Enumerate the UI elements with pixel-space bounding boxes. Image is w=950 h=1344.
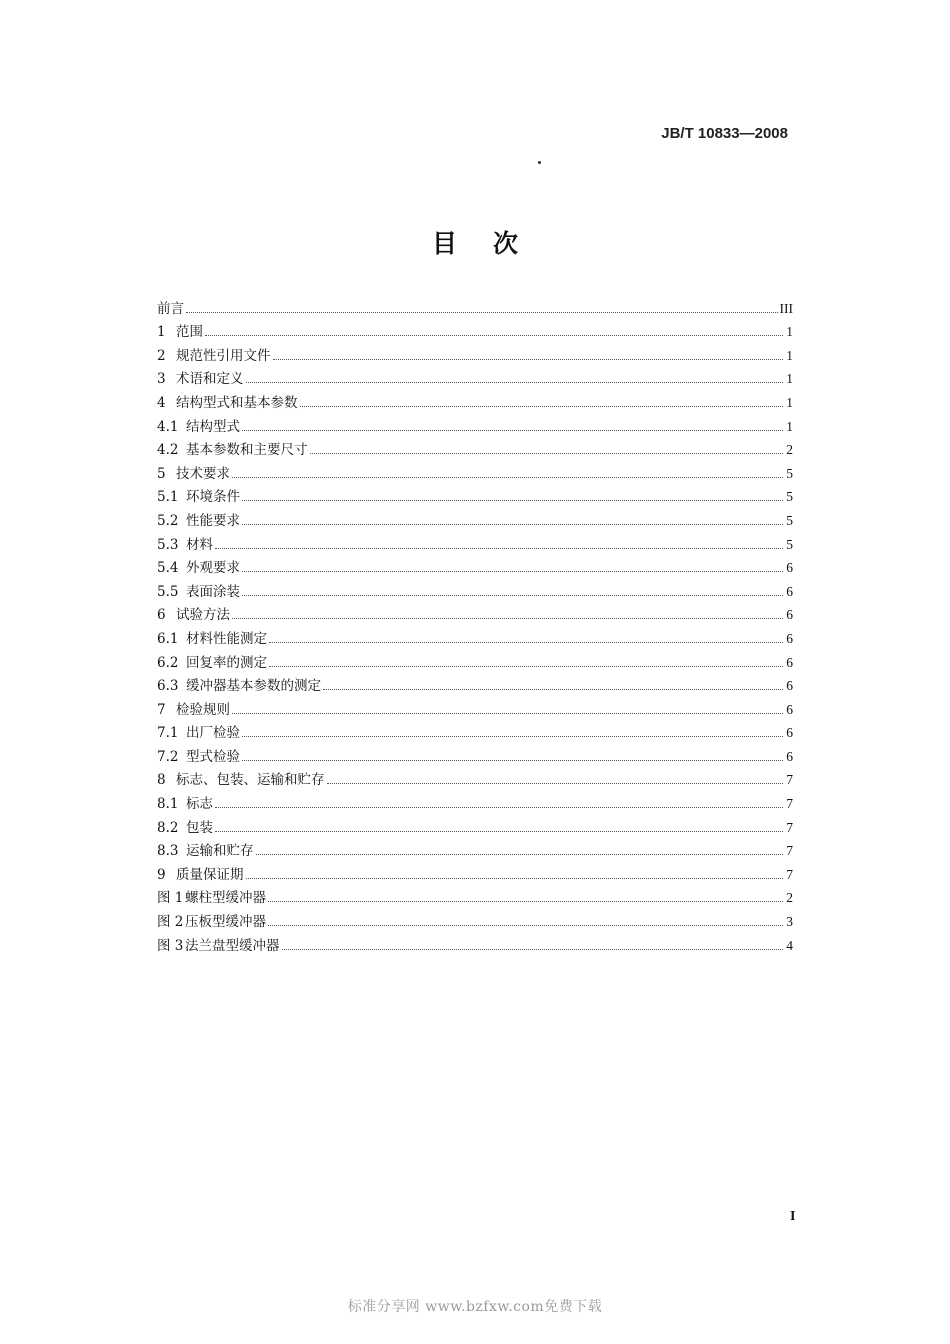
toc-entry-label: 结构型式 (186, 418, 240, 435)
toc-entry[interactable] (157, 788, 793, 812)
toc-entry-label: 技术要求 (176, 465, 230, 482)
toc-entry-number: 7.2 (157, 748, 179, 765)
page-title (0, 224, 950, 260)
toc-entry-label: 检验规则 (176, 701, 230, 718)
toc-entry-number: 7.1 (157, 725, 179, 742)
toc-entry-label: 术语和定义 (176, 371, 244, 388)
toc-entry-label: 压板型缓冲器 (185, 914, 266, 931)
toc-entry-number: 5.1 (157, 489, 179, 506)
toc-entry-number: 5.2 (157, 512, 179, 529)
toc-entry-page: 5 (786, 489, 793, 505)
toc-entry-page: 6 (786, 725, 793, 741)
toc-entry-page: III (779, 300, 793, 316)
toc-dot-leader (282, 949, 784, 950)
toc-dot-leader (242, 760, 783, 761)
toc-dot-leader (215, 548, 783, 549)
scan-speck (538, 161, 541, 164)
toc-entry[interactable] (157, 482, 793, 506)
toc-dot-leader (300, 406, 784, 407)
toc-entry-label: 出厂检验 (186, 725, 240, 742)
toc-entry-label: 材料性能测定 (186, 630, 267, 647)
toc-entry-number: 7 (157, 701, 166, 718)
toc-entry-label: 性能要求 (186, 512, 240, 529)
toc-entry[interactable] (157, 741, 793, 765)
toc-entry-number: 2 (157, 347, 166, 364)
toc-entry[interactable] (157, 694, 793, 718)
toc-entry[interactable] (157, 364, 793, 388)
toc-entry[interactable] (157, 883, 793, 907)
toc-dot-leader (205, 335, 783, 336)
toc-dot-leader (215, 831, 783, 832)
toc-entry-page: 5 (786, 536, 793, 552)
toc-entry-page: 1 (786, 371, 793, 387)
toc-dot-leader (269, 666, 783, 667)
toc-dot-leader (215, 807, 783, 808)
toc-entry-number: 8.1 (157, 796, 179, 813)
toc-entry[interactable] (157, 623, 793, 647)
toc-entry-label: 包装 (186, 819, 213, 836)
toc-entry[interactable] (157, 600, 793, 624)
toc-entry-number: 图 3 (157, 937, 184, 954)
toc-entry-label: 标志 (186, 796, 213, 813)
toc-entry-page: 1 (786, 324, 793, 340)
toc-entry-label: 结构型式和基本参数 (176, 394, 298, 411)
title-part-2: 次 (493, 229, 519, 258)
toc-entry-number: 6.1 (157, 630, 179, 647)
toc-entry-label: 螺柱型缓冲器 (185, 890, 266, 907)
toc-dot-leader (256, 854, 784, 855)
toc-dot-leader (268, 925, 783, 926)
toc-entry-page: 1 (786, 394, 793, 410)
toc-entry-page: 1 (786, 347, 793, 363)
toc-entry-page: 6 (786, 607, 793, 623)
toc-entry[interactable] (157, 718, 793, 742)
toc-entry-number: 6.3 (157, 678, 179, 695)
toc-entry-page: 7 (786, 866, 793, 882)
toc-entry-number: 图 2 (157, 914, 184, 931)
toc-entry[interactable] (157, 435, 793, 459)
toc-entry-label: 试验方法 (176, 607, 230, 624)
toc-dot-leader (242, 524, 783, 525)
toc-entry-page: 6 (786, 583, 793, 599)
toc-dot-leader (242, 430, 783, 431)
toc-dot-leader (269, 642, 783, 643)
toc-entry[interactable] (157, 647, 793, 671)
toc-dot-leader (242, 736, 783, 737)
toc-entry-label: 环境条件 (186, 489, 240, 506)
toc-entry-page: 6 (786, 748, 793, 764)
toc-dot-leader (242, 500, 783, 501)
toc-entry-label: 质量保证期 (176, 866, 244, 883)
toc-entry-page: 7 (786, 843, 793, 859)
toc-entry-label: 基本参数和主要尺寸 (186, 442, 308, 459)
toc-entry[interactable] (157, 387, 793, 411)
toc-entry-page: 6 (786, 560, 793, 576)
table-of-contents (157, 293, 793, 954)
toc-entry-number: 5.3 (157, 536, 179, 553)
toc-entry[interactable] (157, 411, 793, 435)
toc-entry-page: 5 (786, 512, 793, 528)
toc-entry-label: 法兰盘型缓冲器 (185, 937, 280, 954)
toc-entry-page: 7 (786, 796, 793, 812)
toc-dot-leader (242, 571, 783, 572)
toc-entry-label: 表面涂装 (186, 583, 240, 600)
toc-entry[interactable] (157, 812, 793, 836)
toc-entry-number: 1 (157, 324, 166, 341)
toc-entry[interactable] (157, 671, 793, 695)
toc-entry[interactable] (157, 576, 793, 600)
toc-entry-page: 7 (786, 819, 793, 835)
toc-dot-leader (232, 477, 783, 478)
toc-entry-number: 4 (157, 394, 166, 411)
toc-entry-label: 外观要求 (186, 560, 240, 577)
toc-entry-number: 5 (157, 465, 166, 482)
toc-entry[interactable] (157, 765, 793, 789)
toc-entry-page: 6 (786, 654, 793, 670)
toc-dot-leader (246, 878, 784, 879)
toc-entry[interactable] (157, 293, 793, 317)
toc-dot-leader (246, 382, 784, 383)
toc-dot-leader (273, 359, 784, 360)
toc-entry-number: 8.3 (157, 843, 179, 860)
toc-dot-leader (323, 689, 783, 690)
toc-entry[interactable] (157, 836, 793, 860)
toc-dot-leader (242, 595, 783, 596)
toc-entry[interactable] (157, 340, 793, 364)
toc-entry-number: 6.2 (157, 654, 179, 671)
standard-code: JB/T 10833—2008 (661, 125, 788, 142)
toc-entry-label: 标志、包装、运输和贮存 (176, 772, 325, 789)
toc-entry-page: 6 (786, 678, 793, 694)
toc-entry[interactable] (157, 458, 793, 482)
toc-entry[interactable] (157, 317, 793, 341)
toc-entry-label: 范围 (176, 324, 203, 341)
toc-entry[interactable] (157, 859, 793, 883)
toc-dot-leader (327, 783, 784, 784)
toc-entry-page: 6 (786, 701, 793, 717)
toc-entry-number: 8.2 (157, 819, 179, 836)
title-part-1: 目 (431, 229, 457, 258)
toc-entry-number: 3 (157, 371, 166, 388)
toc-entry-number: 5.4 (157, 560, 179, 577)
toc-entry[interactable] (157, 906, 793, 930)
toc-entry-page: 1 (786, 418, 793, 434)
toc-entry-label: 型式检验 (186, 748, 240, 765)
toc-entry[interactable] (157, 529, 793, 553)
toc-entry-page: 4 (786, 937, 793, 953)
toc-entry-page: 7 (786, 772, 793, 788)
toc-dot-leader (232, 713, 783, 714)
toc-entry-page: 6 (786, 630, 793, 646)
toc-entry[interactable] (157, 553, 793, 577)
toc-entry-page: 5 (786, 465, 793, 481)
watermark-text: 标准分享网 www.bzfxw.com免费下载 (347, 1299, 603, 1315)
toc-entry-label: 材料 (186, 536, 213, 553)
toc-dot-leader (186, 312, 778, 313)
toc-dot-leader (310, 453, 784, 454)
toc-entry[interactable] (157, 505, 793, 529)
toc-entry-number: 5.5 (157, 583, 179, 600)
toc-entry-label: 运输和贮存 (186, 843, 254, 860)
toc-entry-number: 6 (157, 607, 166, 624)
toc-entry-number: 9 (157, 866, 166, 883)
toc-dot-leader (232, 618, 783, 619)
toc-entry-number: 4.1 (157, 418, 179, 435)
toc-entry-page: 2 (786, 442, 793, 458)
toc-entry-page: 3 (786, 914, 793, 930)
toc-entry-page: 2 (786, 890, 793, 906)
toc-entry-label: 缓冲器基本参数的测定 (186, 678, 321, 695)
toc-entry-number: 4.2 (157, 442, 179, 459)
toc-entry-label: 规范性引用文件 (176, 347, 271, 364)
toc-entry-label: 回复率的测定 (186, 654, 267, 671)
toc-entry-number: 8 (157, 772, 166, 789)
toc-dot-leader (268, 901, 783, 902)
toc-entry-number: 图 1 (157, 890, 184, 907)
toc-entry[interactable] (157, 930, 793, 954)
toc-entry-label: 前言 (157, 300, 184, 317)
page-number: I (790, 1209, 796, 1224)
